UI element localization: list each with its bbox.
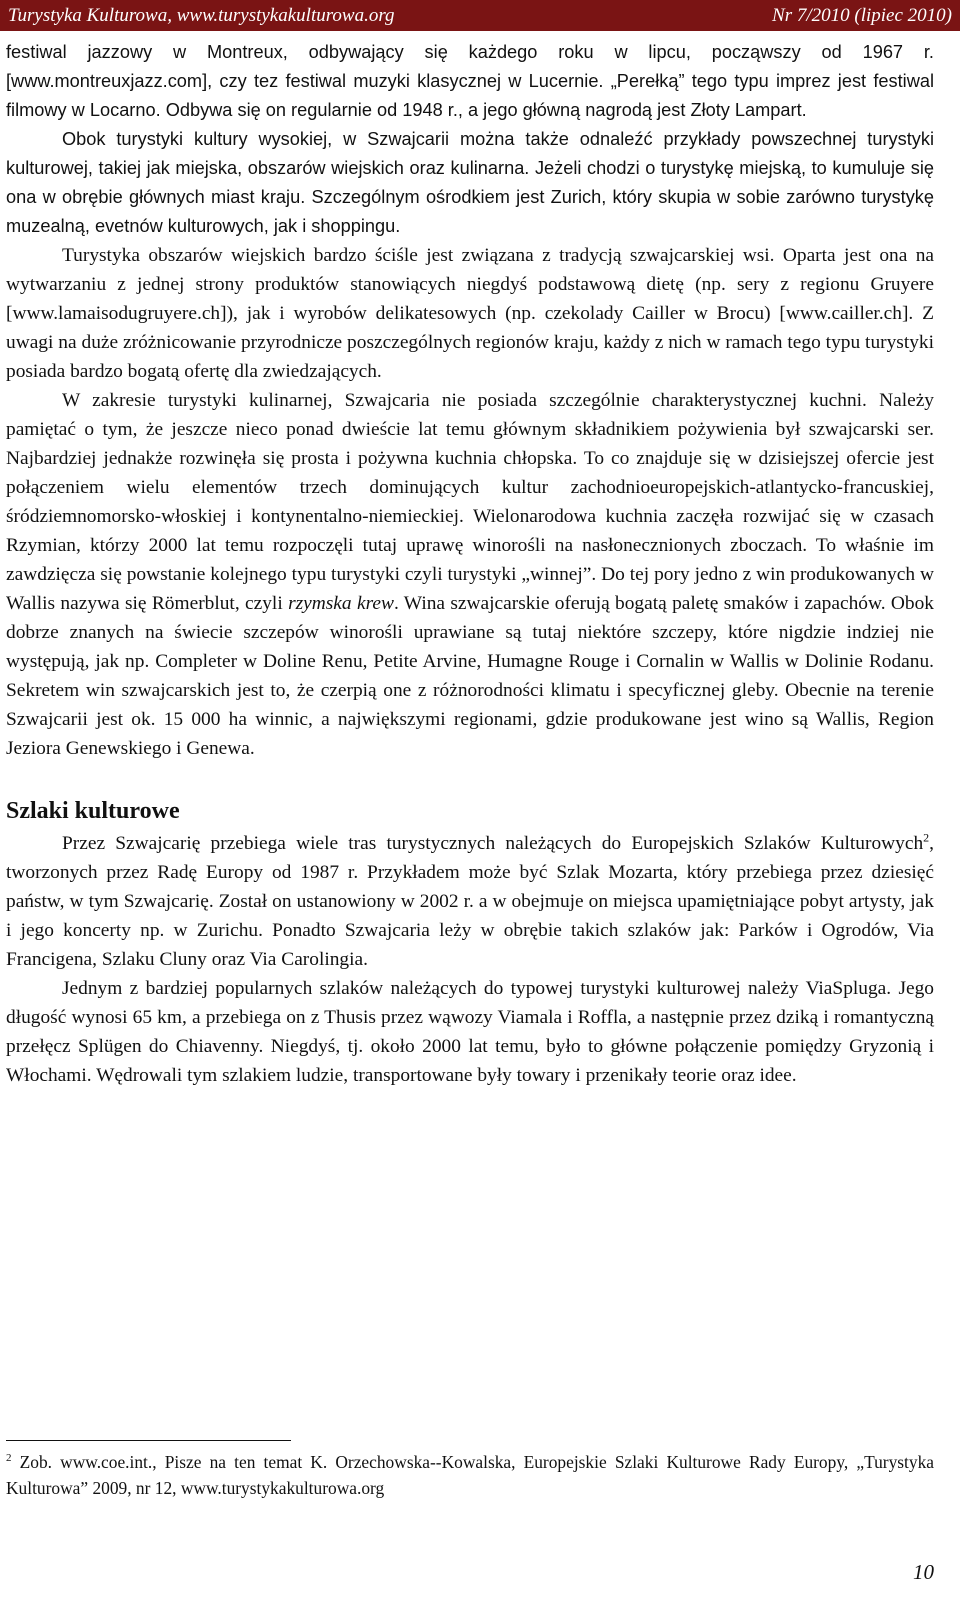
paragraph-festivals: festiwal jazzowy w Montreux, odbywający się każdego roku w lipcu, począwszy od 1967 r. [www.montreuxjazz.com], czy tez festiwal muzyki klasycznej w Lucernie. „Perełką” tego typu imprez jest festiwal filmowy w Locarno. Odbywa się on regularnie od 1948 r., a jego główną nagrodą jest Złoty Lampart. [6,42,934,120]
footnote-number: 2 [6,1452,12,1465]
footnote-2 [6,1449,934,1501]
footnote-text: Zob. www.coe.int., Pisze na ten temat K. Orzechowska--Kowalska, Europejskie Szlaki Kulturowe Rady Europy, „Turystyka Kulturowa” 2009, nr 12, www.turystykakulturowa.org [6,1452,934,1498]
issue-info: Nr 7/2010 (lipiec 2010) [772,4,952,26]
journal-title: Turystyka Kulturowa, www.turystykakulturowa.org [8,4,395,26]
culinary-text-part2: . Wina szwajcarskie oferują bogatą paletę smaków i zapachów. Obok dobrze znanych na świecie szczepów winorośli uprawiane są tutaj niektóre szczepy, które nigdzie indziej nie występują, jak np. Completer w Doline Renu, Petite Arvine, Humagne Rouge i Cornalin w Wallis w Dolinie Rodanu. Sekretem win szwajcarskich jest to, że czerpią one z różnorodności klimatu i specyficznej gleby. Obecnie na terenie Szwajcarii jest ok. 15 000 ha winnic, a największymi regionami, gdzie produkowane jest wino są Wallis, Region Jeziora Genewskiego i Genewa. [6,593,934,759]
section-heading: Szlaki kulturowe [6,798,180,824]
routes-text-part2: , tworzonych przez Radę Europy od 1987 r. Przykładem może być Szlak Mozarta, który przebiega przez dziesięć państw, w tym Szwajcarię. Został on ustanowiony w 2002 r. a w obejmuje on miejsca upamiętniające pobyt artysty, jak i jego koncerty np. w Zurichu. Ponadto Szwajcaria leży w obrębie takich szlaków jak: Parków i Ogrodów, Via Francigena, Szlaku Cluny oraz Via Carolingia. [6,833,934,970]
page-number: 10 [913,1560,934,1584]
footnote-divider [6,1440,291,1441]
paragraph-culinary-tourism [6,386,934,763]
culinary-italic-term: rzymska krew [288,593,394,614]
paragraph-cultural-routes [6,829,934,974]
article-body [6,38,934,1090]
footnotes-section [6,1440,934,1501]
culinary-text-part1: W zakresie turystyki kulinarnej, Szwajcaria nie posiada szczególnie charakterystycznej kuchni. Należy pamiętać o tym, że jeszcze nieco ponad dwieście lat temu głównym składnikiem pożywienia był szwajcarski ser. Najbardziej jednakże rozwinęła się prosta i pożywna kuchnia chłopska. To co znajduje się w dzisiejszej ofercie jest połączeniem wielu elementów trzech dominujących kultur zachodnioeuropejskich-atlantycko-francuskiej, śródziemnomorsko-włoskiej i kontynentalno-niemieckiej. Wielonarodowa kuchnia zaczęła rozwijać się w czasach Rzymian, którzy 2000 lat temu rozpoczęli tutaj uprawę winorośli na nasłonecznionych zboczach. To właśnie im zawdzięcza się powstanie kolejnego typu turystyki czyli turystyki „winnej”. Do tej pory jedno z win produkowanych w Wallis nazywa się Römerblut, czyli [6,390,934,614]
paragraph-urban-tourism: Obok turystyki kultury wysokiej, w Szwajcarii można także odnaleźć przykłady powszechnej turystyki kulturowej, takiej jak miejska, obszarów wiejskich oraz kulinarna. Jeżeli chodzi o turystykę miejską, to kumuluje się ona w obrębie głównych miast kraju. Szczególnym ośrodkiem jest Zurich, który skupia w sobie zarówno turystykę muzealną, evetnów kulturowych, jak i shoppingu. [6,129,934,236]
paragraph-viaspluga: Jednym z bardziej popularnych szlaków należących do typowej turystyki kulturowej należy ViaSpluga. Jego długość wynosi 65 km, a przebiega on z Thusis przez wąwozy Viamala i Roffla, a następnie przez dziką i romantyczną przełęcz Splügen do Chiavenny. Niegdyś, tj. około 2000 lat temu, było to główne połączenie pomiędzy Gryzonią i Włochami. Wędrowali tym szlakiem ludzie, transportowane były towary i przenikały teorie oraz idee. [6,978,934,1086]
page-header [0,0,960,31]
footnote-reference[interactable]: 2 [923,830,930,845]
routes-text-part1: Przez Szwajcarię przebiega wiele tras turystycznych należących do Europejskich Szlaków Kulturowych [62,833,924,854]
paragraph-rural-tourism: Turystyka obszarów wiejskich bardzo ściśle jest związana z tradycją szwajcarskiej wsi. Oparta jest ona na wytwarzaniu z jednej strony produktów stanowiących niegdyś podstawową dietę (np. sery z regionu Gruyere [www.lamaisodugruyere.ch]), jak i wyrobów delikatesowych (np. czekolady Cailler w Brocu) [www.cailler.ch]. Z uwagi na duże zróżnicowanie przyrodnicze poszczególnych regionów kraju, każdy z nich w ramach tego typu turystyki posiada bardzo bogatą ofertę dla zwiedzających. [6,245,934,382]
